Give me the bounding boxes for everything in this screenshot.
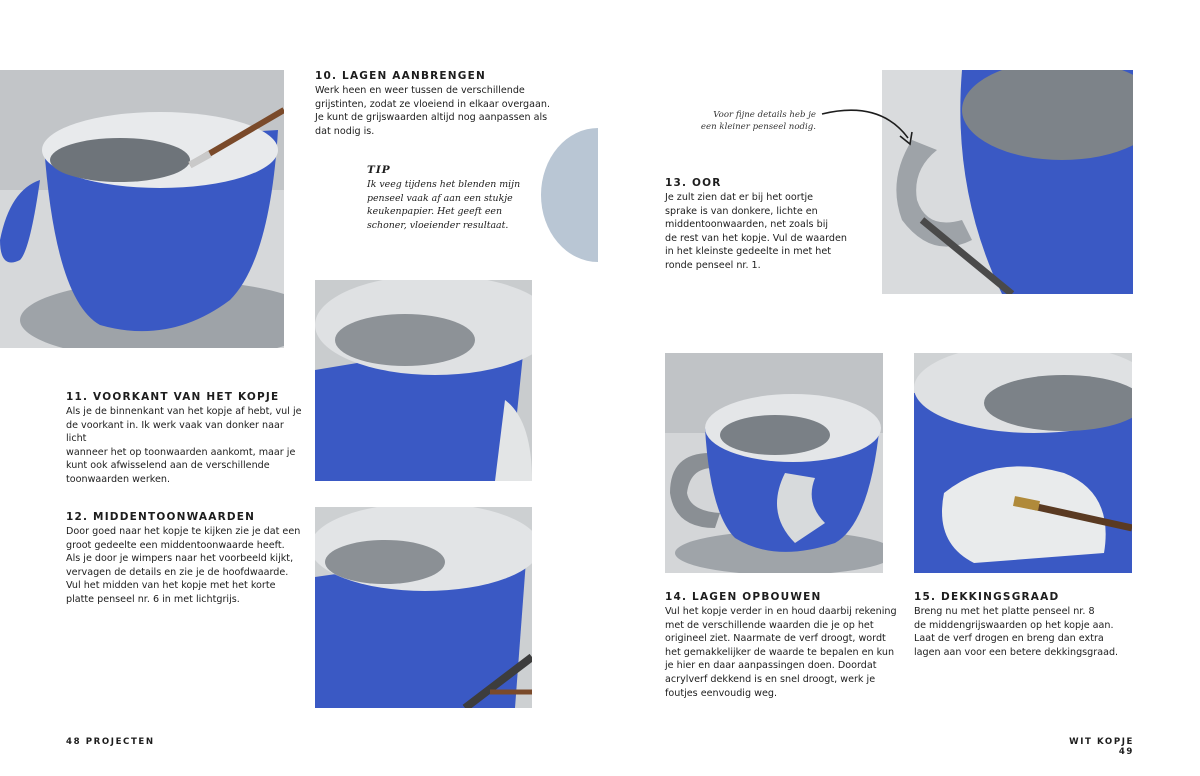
step-10-body: Werk heen en weer tussen de verschillende grijstinten, zodat ze vloeiend in elkaar overgaan. Je kunt de grijswaarden altijd nog aanpassen als dat nodig is. [315,85,550,137]
step-11-block [66,391,306,487]
step-14-heading: 14. LAGEN OPBOUWEN [665,591,822,603]
step-15-heading: 15. DEKKINGSGRAAD [914,591,1060,603]
step-13-heading: 13. OOR [665,177,722,189]
step-12-body: Door goed naar het kopje te kijken zie je dat een groot gedeelte een middentoonwaarde heeft. Als je door je wimpers naar het voorbeeld kijkt, vervagen de details en zie je de hoofdwaarde. Vul het midden van het kopje met het korte platte penseel nr. 6 in met lichtgrijs. [66,526,301,605]
step-13-block [665,177,865,273]
step-10-block [315,70,565,138]
step-12-heading: 12. MIDDENTOONWAARDEN [66,511,256,523]
note-arrow-icon [820,104,920,150]
tip-title: TIP [367,164,391,176]
painting-photo-step12 [315,507,532,708]
right-folio: WIT KOPJE 49 [1069,737,1134,757]
tip-block [367,164,547,232]
step-11-heading: 11. VOORKANT VAN HET KOPJE [66,391,280,403]
step-15-body: Breng nu met het platte penseel nr. 8 de middengrijswaarden op het kopje aan. Laat de verf drogen en breng dan extra lagen aan voor een betere dekkingsgraad. [914,606,1119,658]
step-12-block [66,511,306,607]
step-15-block [914,591,1144,659]
painting-photo-step11 [315,280,532,481]
step-11-body: Als je de binnenkant van het kopje af hebt, vul je de voorkant in. Ik werk vaak van donker naar licht wanneer het op toonwaarden aankomt, maar je kunt ook afwisselend aan de verschillende toonwaarden werken. [66,406,302,485]
step-10-heading: 10. LAGEN AANBRENGEN [315,70,486,82]
tip-body: Ik veeg tijdens het blenden mijn penseel vaak af aan een stukje keukenpapier. Het geeft een schoner, vloeiender resultaat. [367,179,521,231]
painting-photo-step14 [665,353,883,573]
handwritten-note: Voor fijne details heb je een kleiner penseel nodig. [700,110,816,132]
step-13-body: Je zult zien dat er bij het oortje sprake is van donkere, lichte en middentoonwaarden, net zoals bij de rest van het kopje. Vul de waarden in het kleinste gedeelte in met het ronde penseel nr. 1. [665,192,848,271]
step-14-block [665,591,900,700]
left-folio: 48 PROJECTEN [66,737,155,747]
painting-photo-step15 [914,353,1132,573]
decorative-half-circle [541,128,598,262]
painting-photo-step10 [0,70,284,348]
step-14-body: Vul het kopje verder in en houd daarbij rekening met de verschillende waarden die je op het origineel ziet. Naarmate de verf droogt, wordt het gemakkelijker de waarde te bepalen en kun je hier en daar aanpassingen doen. Doordat acrylverf dekkend is en snel droogt, werk je foutjes eenvoudig weg. [665,606,897,699]
